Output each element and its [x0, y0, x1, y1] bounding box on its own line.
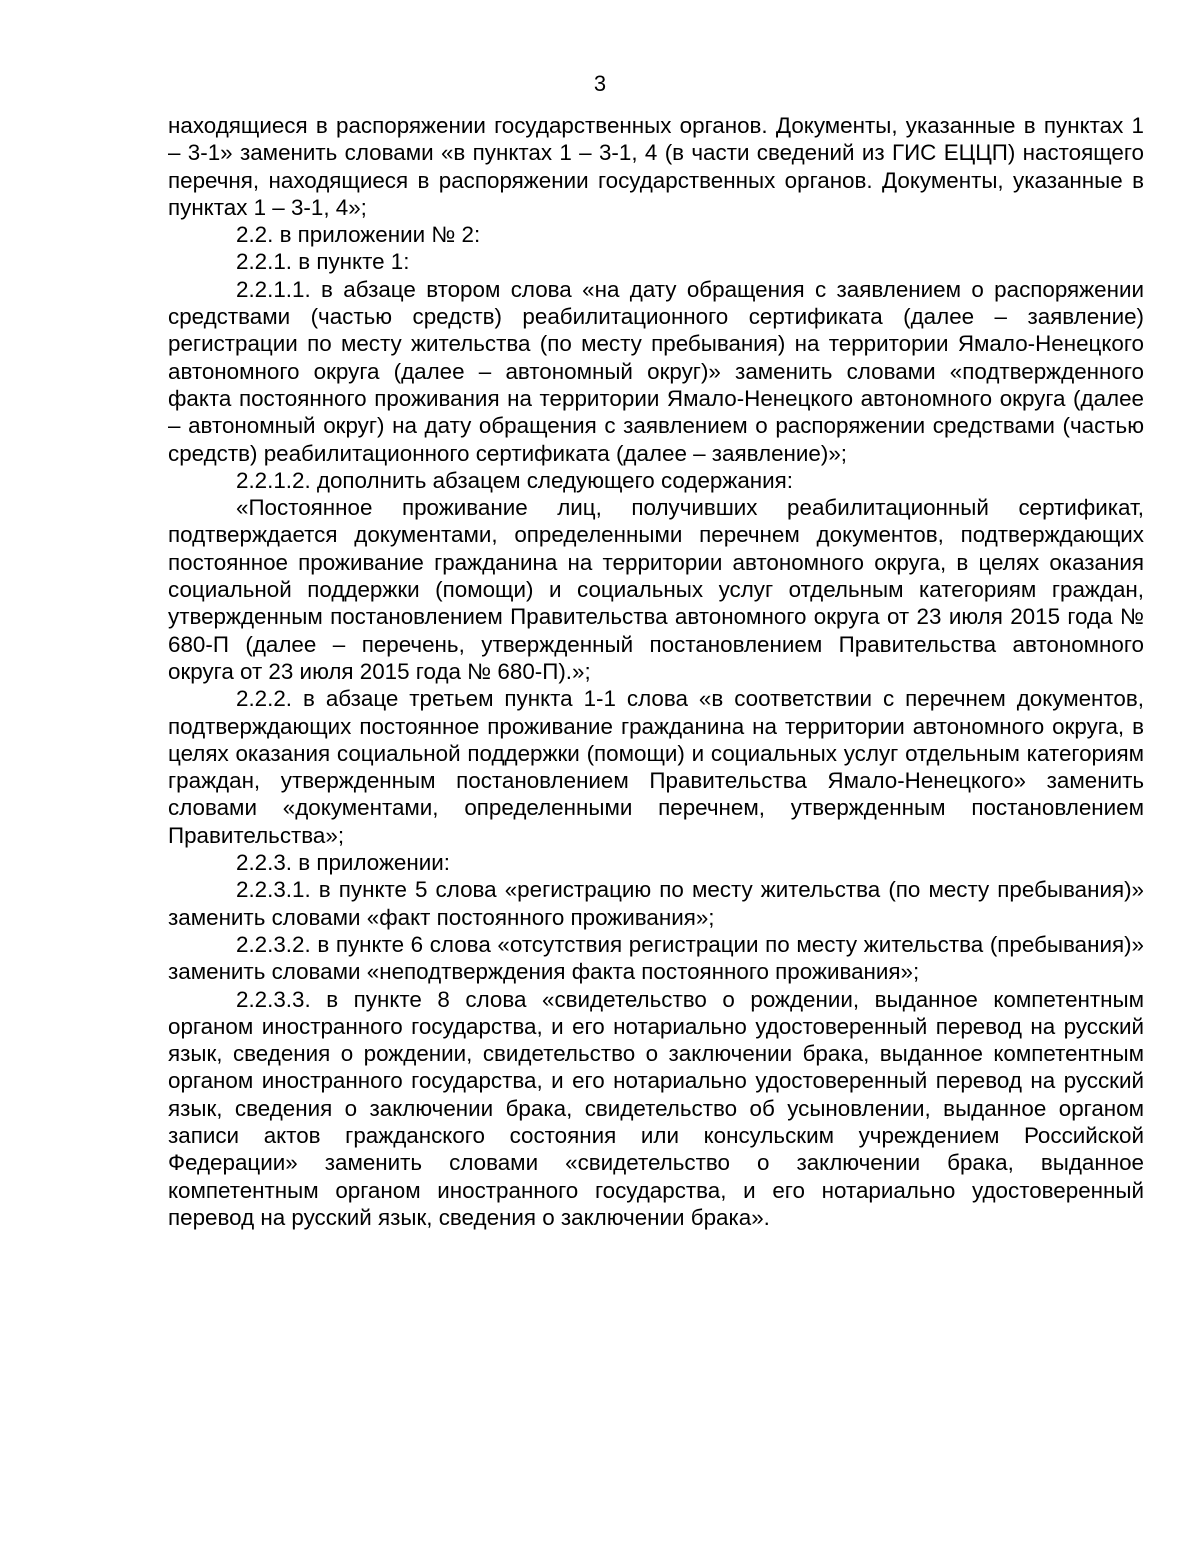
paragraph: 2.2.1.2. дополнить абзацем следующего содержания:: [236, 467, 794, 493]
paragraph: 2.2. в приложении № 2:: [236, 222, 481, 248]
paragraph: 2.2.3. в приложении:: [236, 850, 450, 876]
paragraph: «Постоянное проживание лиц, получивших реабилитационный сертификат, подтверждается документами, определенными перечнем документов, подтверждающих постоянное проживание гражданина на территории автономного округа, в целях оказания социальной поддержки (помощи) и социальных услуг отдельным категориям граждан, утвержденным постановлением Правительства автономного округа от 23 июля 2015 года № 680-П (далее – перечень, утвержденный постановлением Правительства автономного округа от 23 июля 2015 года № 680-П).»;: [168, 495, 1144, 684]
paragraph: 2.2.2. в абзаце третьем пункта 1-1 слова «в соответствии с перечнем документов, подтверждающих постоянное проживание гражданина на территории автономного округа, в целях оказания социальной поддержки (помощи) и социальных услуг отдельным категориям граждан, утвержденным постановлением Правительства Ямало-Ненецкого» заменить словами «документами, определенными перечнем, утвержденным постановлением Правительства»;: [168, 686, 1144, 848]
paragraph: 2.2.3.1. в пункте 5 слова «регистрацию по месту жительства (по месту пребывания)» заменить словами «факт постоянного проживания»;: [168, 877, 1144, 930]
paragraph: 2.2.1. в пункте 1:: [236, 249, 410, 275]
paragraph: 2.2.1.1. в абзаце втором слова «на дату обращения с заявлением о распоряжении средствами (частью средств) реабилитационного сертификата (далее – заявление) регистрации по месту жительства (по месту пребывания) на территории Ямало-Ненецкого автономного округа (далее – автономный округ)» заменить словами «подтвержденного факта постоянного проживания на территории Ямало-Ненецкого автономного округа (далее – автономный округ) на дату обращения с заявлением о распоряжении средствами (частью средств) реабилитационного сертификата (далее – заявление)»;: [168, 276, 1144, 466]
page-number: 3: [593, 71, 607, 96]
paragraph: 2.2.3.2. в пункте 6 слова «отсутствия регистрации по месту жительства (пребывания)» заменить словами «неподтверждения факта постоянного проживания»;: [168, 931, 1144, 985]
paragraph: находящиеся в распоряжении государственных органов. Документы, указанные в пунктах 1 – 3-1» заменить словами «в пунктах 1 – 3-1, 4 (в части сведений из ГИС ЕЦЦП) настоящего перечня, находящиеся в распоряжении государственных органов. Документы, указанные в пунктах 1 – 3-1, 4»;: [168, 113, 1144, 220]
document-body: [168, 112, 1144, 1231]
paragraph: 2.2.3.3. в пункте 8 слова «свидетельство о рождении, выданное компетентным органом иностранного государства, и его нотариально удостоверенный перевод на русский язык, сведения о рождении, свидетельство о заключении брака, выданное компетентным органом иностранного государства, и его нотариально удостоверенный перевод на русский язык, сведения о заключении брака, свидетельство об усыновлении, выданное органом записи актов гражданского состояния или консульским учреждением Российской Федерации» заменить словами «свидетельство о заключении брака, выданное компетентным органом иностранного государства, и его нотариально удостоверенный перевод на русский язык, сведения о заключении брака».: [168, 986, 1144, 1230]
